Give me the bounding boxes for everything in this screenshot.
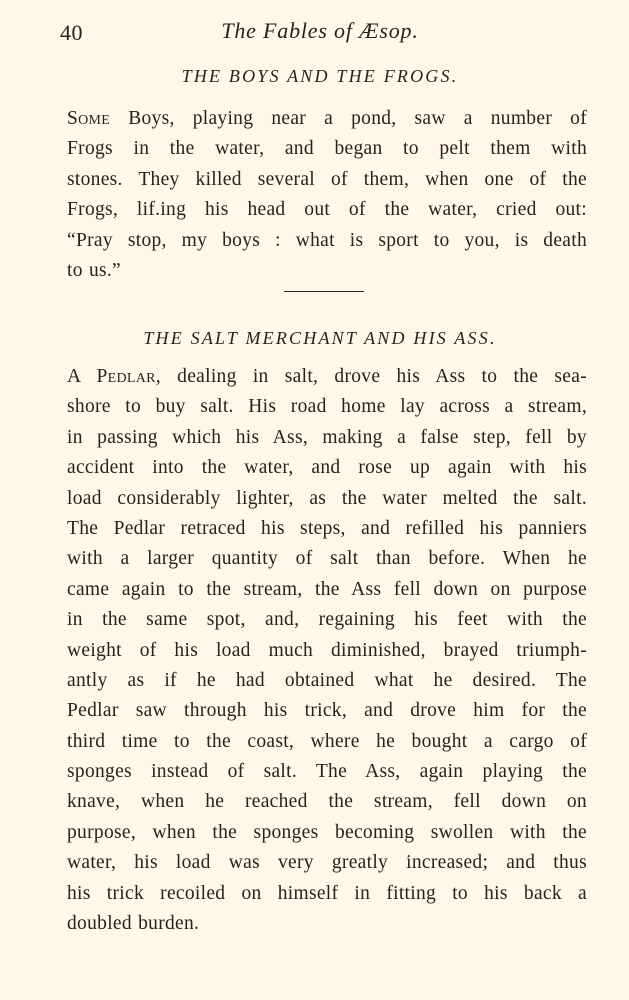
fable-text-boys-and-frogs: [67, 104, 587, 286]
text-line: doubled burden.: [67, 913, 200, 935]
page-number: 40: [60, 20, 83, 45]
text-line: water, his load was very greatly increased; and thus: [67, 852, 587, 874]
book-title: The Fables of Æsop.: [221, 18, 419, 43]
text-line: Some Boys, playing near a pond, saw a number of: [67, 108, 587, 129]
text-line: “Pray stop, my boys : what is sport to you, is death: [67, 229, 587, 251]
text-line: shore to buy salt. His road home lay across a stream,: [67, 396, 587, 418]
text-line: The Pedlar retraced his steps, and refilled his panniers: [67, 517, 587, 539]
text-line: antly as if he had obtained what he desired. The: [67, 669, 587, 691]
text-line: weight of his load much diminished, brayed triumph-: [67, 639, 587, 661]
fable-title-salt-merchant: THE SALT MERCHANT AND HIS ASS.: [143, 328, 497, 348]
text-line: stones. They killed several of them, when one of the: [67, 168, 587, 190]
text-line: A Pedlar, dealing in salt, drove his Ass to the sea-: [67, 366, 587, 387]
text-line: in passing which his Ass, making a false step, fell by: [67, 426, 587, 448]
text-line: in the same spot, and, regaining his feet with the: [67, 609, 587, 631]
text-line: third time to the coast, where he bought a cargo of: [67, 730, 587, 752]
text-line: Pedlar saw through his trick, and drove him for the: [67, 700, 587, 722]
text-line: accident into the water, and rose up again with his: [67, 457, 587, 479]
fable-text-salt-merchant: [67, 362, 587, 939]
text-line: load considerably lighter, as the water melted the salt.: [67, 487, 587, 509]
text-line: Frogs, lif.ing his head out of the water, cried out:: [67, 199, 587, 221]
text-line: to us.”: [67, 259, 122, 281]
text-line: purpose, when the sponges becoming swollen with the: [67, 821, 587, 843]
text-line: knave, when he reached the stream, fell down on: [67, 791, 587, 813]
dropcap-word: Some: [67, 108, 111, 129]
text-line: came again to the stream, the Ass fell down on purpose: [67, 578, 587, 600]
text-line: sponges instead of salt. The Ass, again playing the: [67, 761, 587, 783]
text-line: his trick recoiled on himself in fitting to his back a: [67, 882, 587, 904]
text-line: with a larger quantity of salt than before. When he: [67, 548, 587, 570]
running-head: [60, 16, 580, 50]
section-divider: [284, 291, 364, 292]
fable-title-boys-and-frogs: THE BOYS AND THE FROGS.: [181, 66, 459, 86]
dropcap-word: Pedlar: [96, 366, 156, 387]
text-line: Frogs in the water, and began to pelt them with: [67, 138, 587, 160]
